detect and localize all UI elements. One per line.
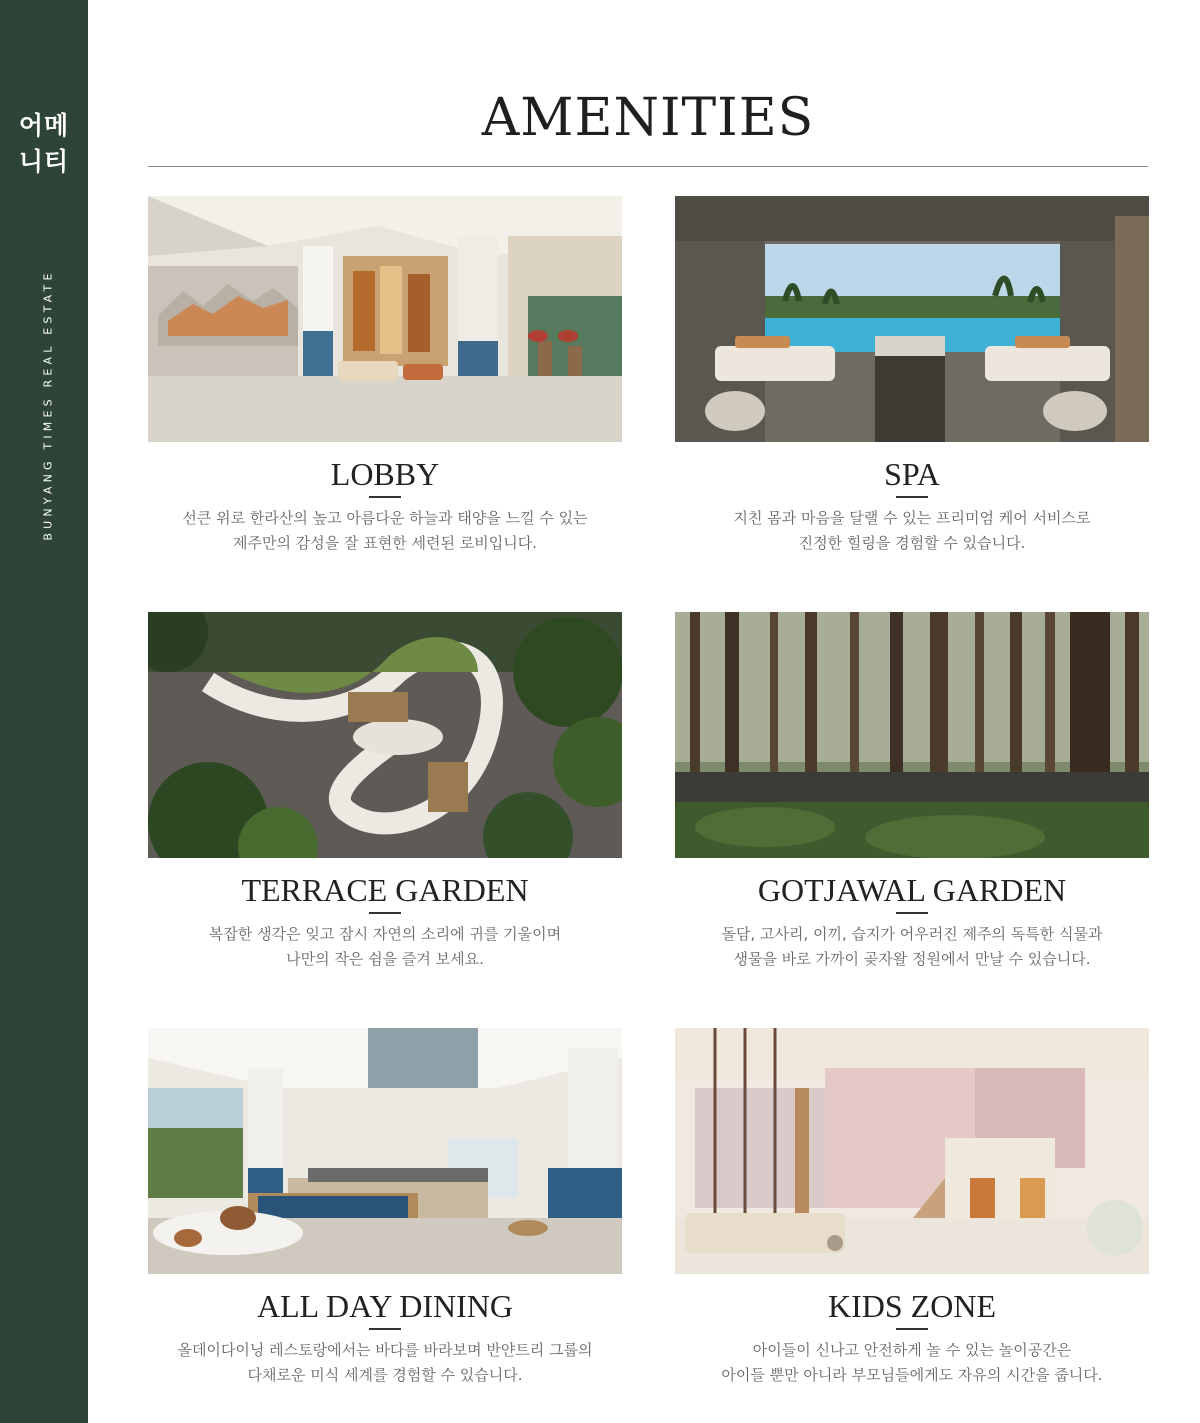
gotjawal-garden-photo — [675, 612, 1149, 858]
sidebar — [0, 0, 88, 1423]
amenity-description-lobby — [148, 506, 622, 556]
sidebar-title-line1: 어메 — [18, 111, 70, 140]
all-day-dining-photo — [148, 1028, 622, 1274]
amenity-name-underline — [369, 1328, 401, 1330]
sidebar-brand: BUNYANG TIMES REAL ESTATE — [41, 269, 55, 541]
sidebar-title — [0, 108, 88, 180]
lobby-photo — [148, 196, 622, 442]
amenity-description-line: 진정한 힐링을 경험할 수 있습니다. — [798, 534, 1026, 552]
amenity-description-gotjawal-garden — [675, 922, 1149, 972]
spa-photo — [675, 196, 1149, 442]
amenity-description-line: 돌담, 고사리, 이끼, 습지가 어우러진 제주의 독특한 식물과 — [721, 925, 1103, 943]
amenity-description-line: 아이들이 신나고 안전하게 놀 수 있는 놀이공간은 — [752, 1341, 1072, 1359]
amenity-name-underline — [896, 912, 928, 914]
amenity-description-line: 나만의 작은 쉼을 즐겨 보세요. — [286, 950, 484, 968]
amenity-description-line: 올데이다이닝 레스토랑에서는 바다를 바라보며 반얀트리 그룹의 — [177, 1341, 593, 1359]
kids-zone-photo — [675, 1028, 1149, 1274]
amenity-description-kids-zone — [675, 1338, 1149, 1388]
amenity-name-underline — [896, 496, 928, 498]
amenity-name-terrace-garden: TERRACE GARDEN — [241, 872, 529, 908]
amenity-description-all-day-dining — [148, 1338, 622, 1388]
sidebar-title-line2: 니티 — [18, 147, 70, 176]
amenity-description-spa — [675, 506, 1149, 556]
amenity-name-gotjawal-garden: GOTJAWAL GARDEN — [757, 872, 1067, 908]
amenity-description-terrace-garden — [148, 922, 622, 972]
amenity-name-underline — [369, 912, 401, 914]
amenity-description-line: 생물을 바로 가까이 곶자왈 정원에서 만날 수 있습니다. — [733, 950, 1091, 968]
amenity-description-line: 복잡한 생각은 잊고 잠시 자연의 소리에 귀를 기울이며 — [208, 925, 562, 943]
amenity-description-line: 다채로운 미식 세계를 경험할 수 있습니다. — [247, 1366, 523, 1384]
amenity-description-line: 선큰 위로 한라산의 높고 아름다운 하늘과 태양을 느낄 수 있는 — [182, 509, 588, 527]
amenity-description-line: 아이들 뿐만 아니라 부모님들에게도 자유의 시간을 줍니다. — [721, 1366, 1103, 1384]
page-title: AMENITIES — [481, 88, 815, 148]
amenity-name-underline — [369, 496, 401, 498]
terrace-garden-photo — [148, 612, 622, 858]
amenity-name-underline — [896, 1328, 928, 1330]
amenity-description-line: 제주만의 감성을 잘 표현한 세련된 로비입니다. — [233, 534, 537, 552]
amenity-description-line: 지친 몸과 마음을 달랠 수 있는 프리미엄 케어 서비스로 — [733, 509, 1091, 527]
amenity-name-spa: SPA — [884, 456, 940, 492]
amenity-name-kids-zone: KIDS ZONE — [828, 1288, 996, 1324]
amenity-name-all-day-dining: ALL DAY DINING — [257, 1288, 513, 1324]
title-divider — [148, 166, 1148, 167]
amenity-name-lobby: LOBBY — [330, 456, 440, 492]
